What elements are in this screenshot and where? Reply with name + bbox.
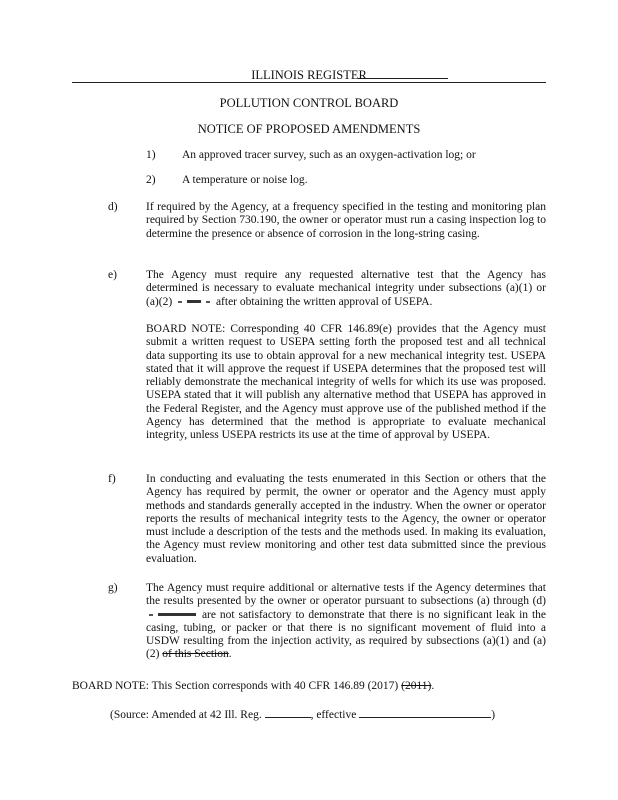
redaction-mark: [178, 301, 182, 303]
redaction-mark: [158, 613, 196, 616]
struck-text: of this Section: [162, 648, 229, 661]
redaction-mark: [206, 301, 210, 303]
item-e-label: e): [108, 269, 117, 281]
item-g-text: The Agency must require additional or alternative tests if the Agency determines that the results presented by the owner or operator pursuant to subsections (a) through (d) are not satisfactory to demonstrate that there is no significant leak in the casing, tubing, or packer or that there is no significant movement of fluid into a USDW resulting from the injection activity, as required by subsections (a)(1) and (a)(2) of this Section.: [146, 582, 547, 661]
item-g-label: g): [108, 582, 118, 594]
item-c1-label: 1): [146, 149, 156, 161]
board-title: POLLUTION CONTROL BOARD: [219, 96, 399, 110]
item-d-label: d): [108, 201, 118, 213]
effective-blank: [359, 707, 491, 718]
item-e-text: The Agency must require any requested alternative test that the Agency has determined is necessary to evaluate mechanical integrity under subsections (a)(1) or (a)(2) after obtaining the written approval of USEPA.: [146, 269, 546, 308]
item-f-label: f): [108, 473, 116, 485]
notice-title: NOTICE OF PROPOSED AMENDMENTS: [197, 122, 421, 136]
item-f-text: In conducting and evaluating the tests enumerated in this Section or others that the Agency has required by permit, the owner or operator and the Agency must apply methods and standards generally accepted in the industry. When the owner or operator reports the results of mechanical integrity tests to the Agency, the owner or operator must include a description of the tests and the methods used. In making its evaluation, the Agency must review monitoring and other test data submitted since the previous evaluation.: [146, 473, 546, 565]
item-c2-text: A temperature or noise log.: [182, 174, 308, 186]
item-c1-text: An approved tracer survey, such as an oxygen-activation log; or: [182, 149, 476, 161]
redaction-mark: [149, 614, 153, 616]
source-line: (Source: Amended at 42 Ill. Reg. , effective ): [110, 709, 496, 721]
struck-year: (2011): [401, 680, 432, 692]
item-c2-label: 2): [146, 174, 156, 186]
board-note-e: BOARD NOTE: Corresponding 40 CFR 146.89(e) provides that the Agency must submit a written request to USEPA setting forth the proposed test and all technical data supporting its use to obtain approval for a new mechanical integrity test. USEPA stated that it will approve the request if USEPA determines that the proposed test will reliably demonstrate the mechanical integrity of wells for which its use was proposed. USEPA stated that it will publish any alternative method that USEPA has approved in the Federal Register, and the Agency must approve use of the published method if the Agency has determined that the method is appropriate to evaluate mechanical integrity, unless USEPA restricts its use at the time of approval by USEPA.: [146, 323, 546, 442]
register-title: ILLINOIS REGISTER: [251, 68, 367, 82]
item-d-text: If required by the Agency, at a frequency specified in the testing and monitoring plan required by Section 730.190, the owner or operator must run a casing inspection log to determine the presence or absence of corrosion in the long-string casing.: [146, 201, 546, 240]
reg-blank: [265, 707, 311, 718]
section-board-note: BOARD NOTE: This Section corresponds with 40 CFR 146.89 (2017) (2011).: [72, 680, 435, 692]
redaction-mark: [187, 300, 201, 303]
